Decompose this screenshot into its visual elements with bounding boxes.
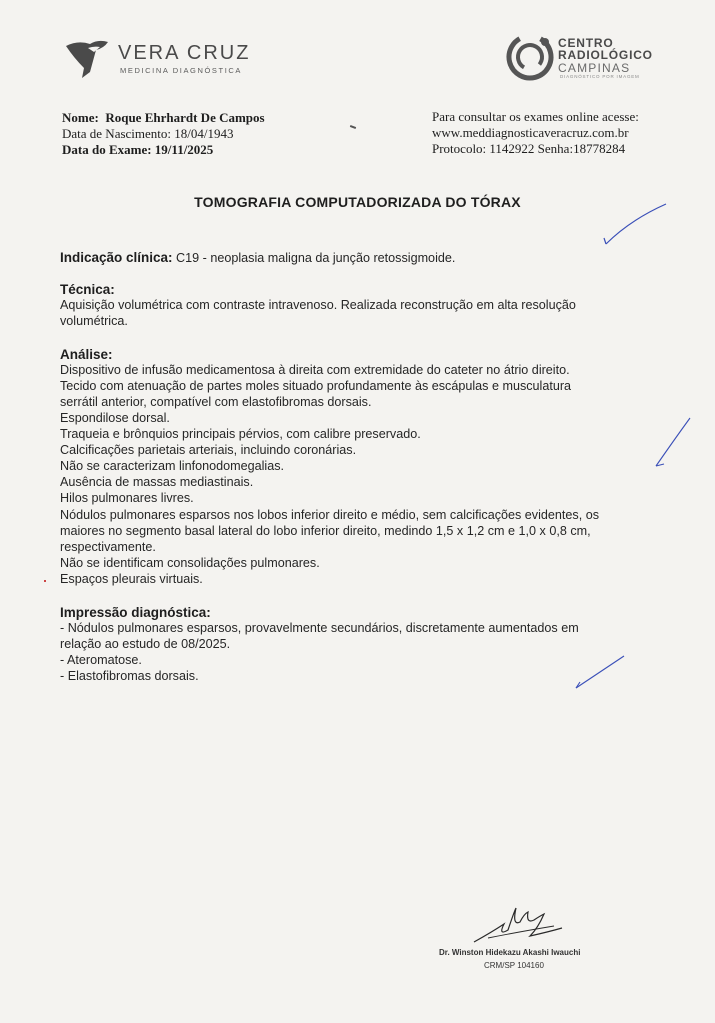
report-title: TOMOGRAFIA COMPUTADORIZADA DO TÓRAX [194, 194, 521, 210]
analysis-line: Calcificações parietais arteriais, incluindo coronárias. [60, 443, 357, 457]
handwritten-signature [468, 902, 568, 950]
analysis-line: Traqueia e brônquios principais pérvios, com calibre preservado. [60, 427, 421, 441]
analysis-line: Não se caracterizam linfonodomegalias. [60, 459, 285, 473]
physician-crm: CRM/SP 104160 [484, 961, 544, 970]
analysis-line: Não se identificam consolidações pulmonares. [60, 556, 320, 570]
analysis-line: Espondilose dorsal. [60, 411, 170, 425]
protocol-info: Protocolo: 1142922 Senha:18778284 [432, 141, 626, 156]
analysis-line: respectivamente. [60, 540, 156, 554]
impression-line: - Ateromatose. [60, 653, 142, 667]
stray-mark [44, 580, 46, 582]
analysis-line: serrátil anterior, compatível com elastofibromas dorsais. [60, 395, 372, 409]
vera-cruz-subtitle: MEDICINA DIAGNÓSTICA [120, 66, 243, 75]
centro-line-3: CAMPINAS [558, 61, 631, 75]
pen-check-mark [572, 652, 628, 692]
centro-radiologico-ring-icon [504, 30, 556, 82]
clinical-indication [60, 249, 455, 267]
technique-line: volumétrica. [60, 314, 128, 328]
analysis-heading: Análise: [60, 347, 113, 362]
analysis-line: maiores no segmento basal lateral do lobo inferior direito, medindo 1,5 x 1,2 cm e 1,0 x 0,8 cm, [60, 524, 591, 538]
vera-cruz-mark-icon [64, 38, 116, 82]
vera-cruz-name: VERA CRUZ [118, 42, 251, 64]
physician-name: Dr. Winston Hidekazu Akashi Iwauchi [439, 948, 581, 957]
patient-birth-date: Data de Nascimento: 18/04/1943 [62, 126, 234, 141]
pen-check-mark [600, 200, 670, 250]
indication-text: C19 - neoplasia maligna da junção retossigmoide. [172, 251, 456, 265]
analysis-line: Nódulos pulmonares esparsos nos lobos inferior direito e médio, sem calcificações evidentes, os [60, 508, 600, 522]
online-access-info: Para consultar os exames online acesse: [432, 109, 639, 124]
technique-line: Aquisição volumétrica com contraste intravenoso. Realizada reconstrução em alta resolução [60, 298, 576, 312]
technique-heading: Técnica: [60, 282, 115, 297]
impression-line: - Elastofibromas dorsais. [60, 669, 199, 683]
centro-tagline: DIAGNÓSTICO POR IMAGEM [560, 74, 640, 79]
patient-name-label: Nome: [62, 110, 99, 125]
analysis-line: Dispositivo de infusão medicamentosa à direita com extremidade do cateter no átrio direito. [60, 363, 570, 377]
stray-mark [350, 125, 356, 129]
centro-radiologico-logo [504, 30, 653, 87]
pen-check-mark [652, 414, 694, 470]
impression-line: - Nódulos pulmonares esparsos, provavelmente secundários, discretamente aumentados em [60, 621, 579, 635]
centro-line-2: RADIOLÓGICO [558, 48, 653, 62]
impression-heading: Impressão diagnóstica: [60, 605, 211, 620]
vera-cruz-logo [64, 38, 251, 87]
analysis-line: Espaços pleurais virtuais. [60, 572, 203, 586]
online-url: www.meddiagnosticaveracruz.com.br [432, 125, 629, 140]
patient-name-value: Roque Ehrhardt De Campos [105, 110, 265, 125]
patient-name-line [62, 110, 265, 126]
analysis-line: Ausência de massas mediastinais. [60, 475, 254, 489]
exam-date: Data do Exame: 19/11/2025 [62, 142, 214, 157]
indication-label: Indicação clínica: [60, 250, 173, 265]
centro-line-1: CENTRO [558, 36, 614, 50]
analysis-line: Tecido com atenuação de partes moles situado profundamente às escápulas e musculatura [60, 379, 572, 393]
analysis-line: Hilos pulmonares livres. [60, 491, 194, 505]
impression-line: relação ao estudo de 08/2025. [60, 637, 231, 651]
